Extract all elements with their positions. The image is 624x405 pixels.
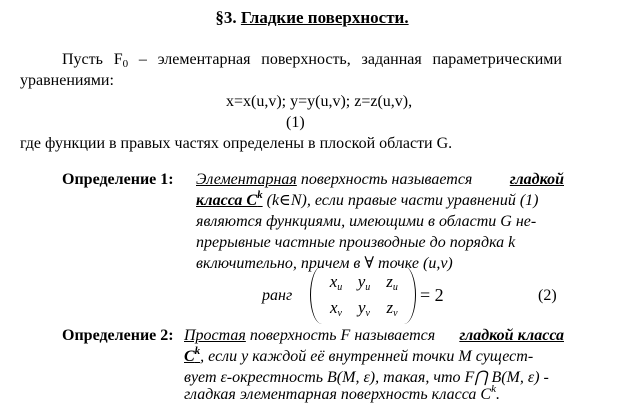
intro-line-2: уравнениями: <box>20 72 114 89</box>
matrix-cell: $z_u$ <box>386 272 398 293</box>
rank-value: = 2 <box>420 285 444 305</box>
section-title-text: Гладкие поверхности. <box>240 8 409 27</box>
section-title <box>0 8 624 28</box>
jacobian-matrix <box>310 266 416 324</box>
intro-equation-number: (1) <box>286 114 305 131</box>
section-number: §3. <box>215 8 237 27</box>
definition-1-line-4: прерывные частные производные до порядка k <box>196 234 516 251</box>
matrix-cell: $x_v$ <box>330 298 342 319</box>
definition-1-line-5: включительно, причем в ∀ точке (u,v) <box>196 255 453 272</box>
intro-line-3: где функции в правых частях определены в плоской области G. <box>20 135 453 152</box>
matrix-cell: $z_v$ <box>386 298 398 319</box>
matrix-cell: $y_v$ <box>358 298 370 319</box>
definition-2-line-4: гладкая элементарная поверхность класса $C^k$. <box>184 383 500 403</box>
definition-1-line-1: Элементарная поверхность называется гладкой <box>196 171 564 188</box>
definition-1-equation-number: (2) <box>538 287 557 304</box>
definition-2-line-2: $C^k$, если у каждой её внутренней точки M сущест- <box>184 345 534 365</box>
rank-label: ранг <box>262 287 293 304</box>
definition-2-line-1: Простая поверхность F называется гладкой класса <box>184 327 564 344</box>
definition-1-label: Определение 1: <box>62 171 174 188</box>
definition-1-line-2: класса $C^k$ (k∈N), если правые части уравнений (1) <box>196 189 539 209</box>
definition-2-label: Определение 2: <box>62 327 174 344</box>
intro-equation: x=x(u,v); y=y(u,v); z=z(u,v), <box>226 93 413 110</box>
definition-2-line-3: вует ε-окрестность B(M, ε), такая, что F⋂ B(M, ε) - <box>184 369 549 386</box>
matrix-cell: $y_u$ <box>357 272 371 293</box>
definition-1-line-3: являются функциями, имеющими в области G не- <box>196 213 537 230</box>
matrix-cell: $x_u$ <box>329 272 343 293</box>
intro-line-1: Пусть $F_0$ – элементарная поверхность, заданная параметрическими <box>62 51 562 70</box>
